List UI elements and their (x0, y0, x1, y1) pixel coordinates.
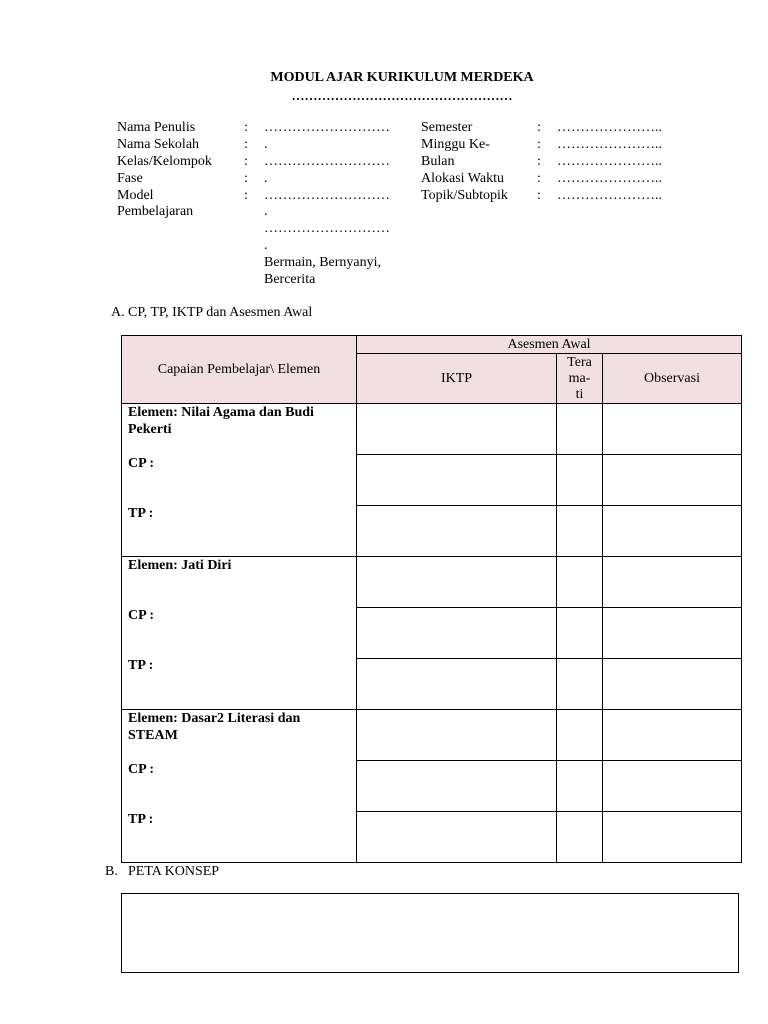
element-cell (122, 404, 357, 557)
section-b-letter: B. (105, 864, 118, 879)
teramati-cell[interactable] (557, 761, 603, 812)
info-value: . (264, 204, 268, 219)
info-label: Model (117, 188, 154, 203)
header-capaian: Capaian Pembelajar\ Elemen (122, 336, 357, 404)
info-label: Nama Penulis (117, 120, 196, 135)
info-colon: : (244, 154, 248, 169)
observasi-cell[interactable] (603, 608, 742, 659)
observasi-cell[interactable] (603, 761, 742, 812)
iktp-cell[interactable] (357, 659, 557, 710)
teramati-cell[interactable] (557, 557, 603, 608)
info-label: Kelas/Kelompok (117, 154, 212, 169)
teramati-cell[interactable] (557, 506, 603, 557)
info-value: . (264, 171, 268, 186)
info-colon: : (244, 120, 248, 135)
iktp-cell[interactable] (357, 608, 557, 659)
iktp-cell[interactable] (357, 761, 557, 812)
observasi-cell[interactable] (603, 557, 742, 608)
element-cp: CP : (128, 608, 155, 623)
element-cell (122, 557, 357, 710)
section-a-letter: A. (111, 305, 125, 320)
info-colon: : (537, 171, 541, 186)
element-cell (122, 710, 357, 863)
concept-map-box[interactable] (121, 893, 739, 973)
info-label: Bulan (421, 154, 455, 169)
info-colon: : (537, 154, 541, 169)
info-label: Fase (117, 171, 143, 186)
info-extra-dots: ……………………… (264, 221, 390, 236)
info-colon: : (244, 137, 248, 152)
info-value: ……………………… (264, 188, 390, 203)
info-value: ………………….. (557, 120, 662, 135)
iktp-cell[interactable] (357, 557, 557, 608)
iktp-cell[interactable] (357, 710, 557, 761)
info-label: Nama Sekolah (117, 137, 200, 152)
assessment-table (121, 335, 742, 863)
section-a-title: CP, TP, IKTP dan Asesmen Awal (128, 305, 313, 320)
info-value: ……………………… (264, 120, 390, 135)
theme-line-2: Bercerita (264, 272, 316, 287)
info-value: ………………….. (557, 154, 662, 169)
iktp-cell[interactable] (357, 455, 557, 506)
element-tp: TP : (128, 812, 154, 827)
info-colon: : (244, 188, 248, 203)
info-value: . (264, 137, 268, 152)
element-name: Elemen: Jati Diri (128, 558, 232, 573)
teramati-cell[interactable] (557, 455, 603, 506)
observasi-cell[interactable] (603, 812, 742, 863)
header-teramati: Tera ma- ti (557, 354, 603, 404)
title-dots: …………………………………………… (291, 88, 513, 103)
iktp-cell[interactable] (357, 404, 557, 455)
info-label: Topik/Subtopik (421, 188, 508, 203)
teramati-cell[interactable] (557, 710, 603, 761)
header-asesmen-awal: Asesmen Awal (357, 336, 742, 354)
observasi-cell[interactable] (603, 404, 742, 455)
info-value: ………………….. (557, 188, 662, 203)
theme-line-1: Bermain, Bernyanyi, (264, 255, 382, 270)
header-iktp: IKTP (357, 354, 557, 404)
info-extra-dot: . (264, 238, 268, 253)
element-name: Elemen: Dasar2 Literasi dan STEAM (128, 711, 301, 743)
info-label: Semester (421, 120, 473, 135)
element-cp: CP : (128, 456, 155, 471)
element-name: Elemen: Nilai Agama dan Budi Pekerti (128, 405, 314, 437)
element-tp: TP : (128, 658, 154, 673)
info-colon: : (244, 171, 248, 186)
element-cp: CP : (128, 762, 155, 777)
info-colon: : (537, 120, 541, 135)
observasi-cell[interactable] (603, 710, 742, 761)
teramati-cell[interactable] (557, 812, 603, 863)
info-label: Alokasi Waktu (421, 171, 504, 186)
observasi-cell[interactable] (603, 506, 742, 557)
teramati-cell[interactable] (557, 404, 603, 455)
document-title: MODUL AJAR KURIKULUM MERDEKA (270, 70, 534, 85)
iktp-cell[interactable] (357, 812, 557, 863)
info-value: ……………………… (264, 154, 390, 169)
info-value: ………………….. (557, 171, 662, 186)
info-colon: : (537, 137, 541, 152)
teramati-cell[interactable] (557, 659, 603, 710)
header-observasi: Observasi (603, 354, 742, 404)
element-tp: TP : (128, 506, 154, 521)
observasi-cell[interactable] (603, 659, 742, 710)
section-b-title: PETA KONSEP (128, 864, 220, 879)
observasi-cell[interactable] (603, 455, 742, 506)
teramati-cell[interactable] (557, 608, 603, 659)
info-label: Minggu Ke- (421, 137, 490, 152)
info-colon: : (537, 188, 541, 203)
info-value: ………………….. (557, 137, 662, 152)
info-label: Pembelajaran (117, 204, 194, 219)
iktp-cell[interactable] (357, 506, 557, 557)
